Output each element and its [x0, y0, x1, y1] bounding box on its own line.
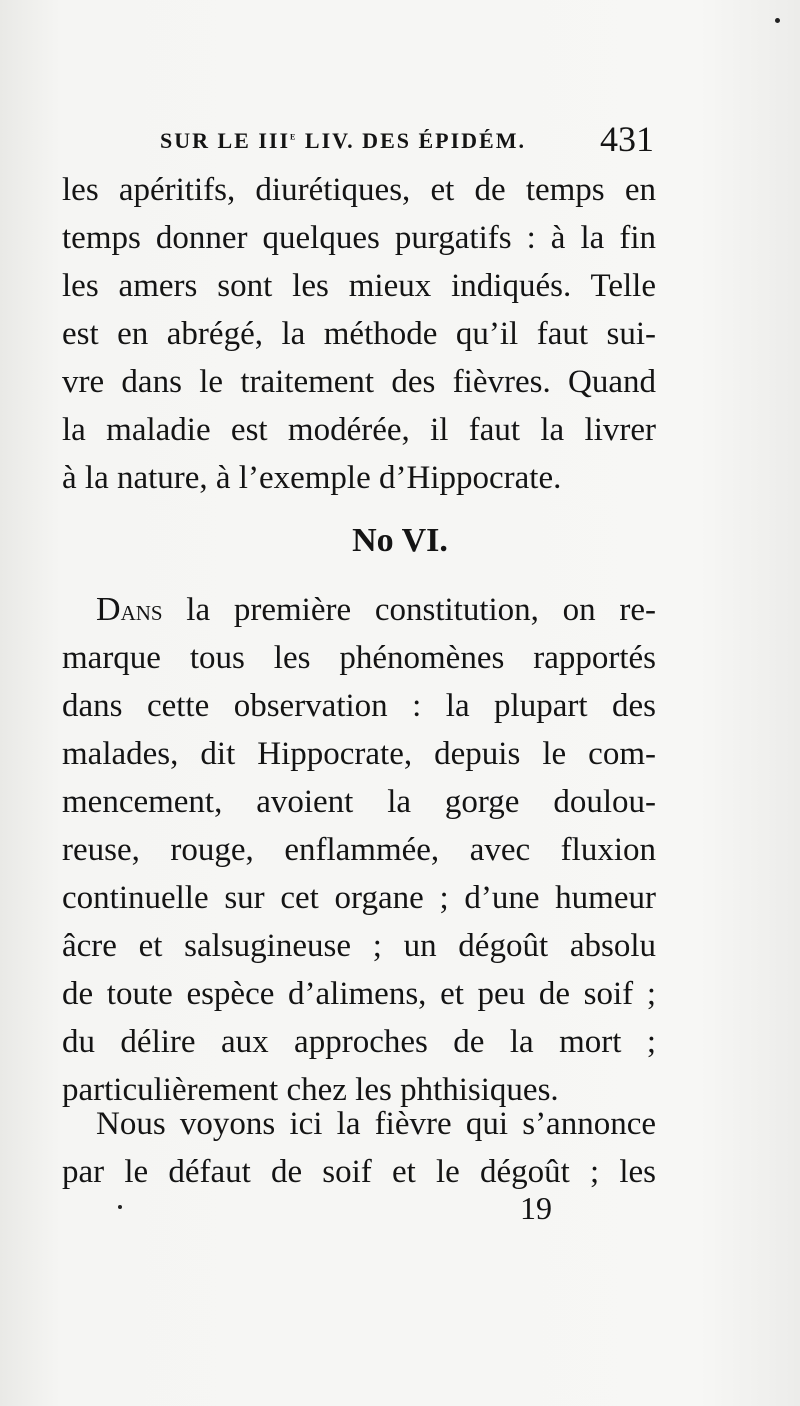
text-line: les apéritifs, diurétiques, et de temps en [62, 172, 656, 208]
text-line: dans cette observation : la plupart des [62, 688, 656, 724]
signature-mark: 19 [520, 1190, 552, 1226]
text-line: temps donner quelques purgatifs : à la fin [62, 220, 656, 256]
page-number: 431 [600, 119, 654, 159]
text-line: particulièrement chez les phthisiques. [62, 1072, 559, 1108]
text-line: mencement, avoient la gorge doulou- [62, 784, 656, 820]
text-line: la maladie est modérée, il faut la livrer [62, 412, 656, 448]
ink-speck [118, 1205, 122, 1209]
text-line: âcre et salsugineuse ; un dégoût absolu [62, 928, 656, 964]
text-line: marque tous les phénomènes rapportés [62, 640, 656, 676]
running-head: SUR LE IIIe LIV. DES ÉPIDÉM. [160, 128, 526, 153]
text-line: reuse, rouge, enflammée, avec fluxion [62, 832, 656, 868]
paragraph-first-line: Dans la première constitution, on re- [96, 591, 656, 628]
text-line: par le défaut de soif et le dégoût ; les [62, 1154, 656, 1190]
text-line: les amers sont les mieux indiqués. Telle [62, 268, 656, 304]
text-line: de toute espèce d’alimens, et peu de soif ; [62, 976, 656, 1012]
section-heading: No VI. [352, 522, 448, 559]
drop-cap: D [96, 591, 121, 628]
text-line: malades, dit Hippocrate, depuis le com- [62, 736, 656, 772]
text-line: Nous voyons ici la fièvre qui s’annonce [96, 1106, 656, 1142]
text-line: du délire aux approches de la mort ; [62, 1024, 656, 1060]
ink-speck [775, 18, 780, 23]
text-line: vre dans le traitement des fièvres. Quand [62, 364, 656, 400]
text-line: à la nature, à l’exemple d’Hippocrate. [62, 460, 562, 496]
text-line: continuelle sur cet organe ; d’une humeur [62, 880, 656, 916]
text-line: est en abrégé, la méthode qu’il faut sui- [62, 316, 656, 352]
